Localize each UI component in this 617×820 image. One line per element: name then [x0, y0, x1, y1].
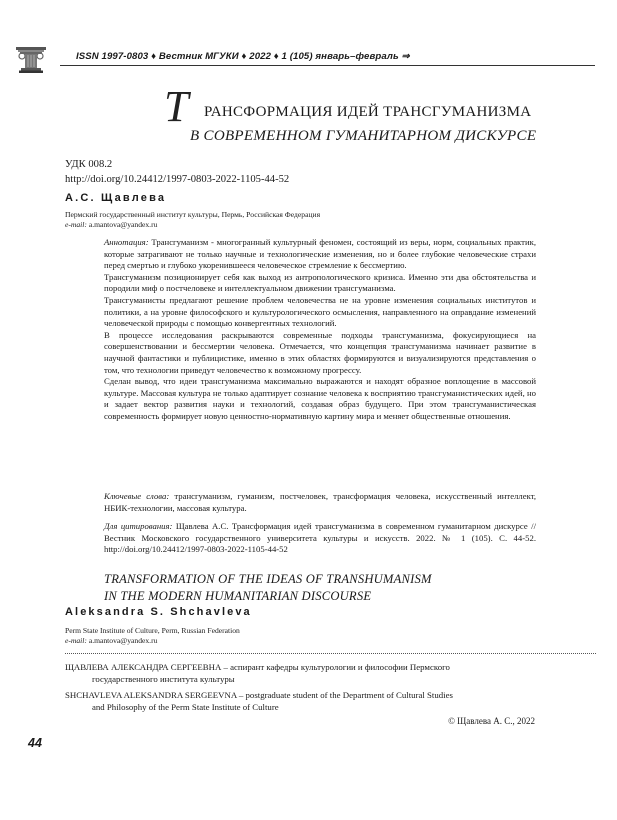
- udk-code: УДК 008.2: [65, 159, 113, 170]
- author-name-en: Aleksandra S. Shchavleva: [65, 606, 252, 618]
- copyright: © Щавлева А. С., 2022: [448, 716, 535, 726]
- journal-logo-icon: [12, 44, 58, 74]
- article-title-en: [104, 571, 432, 604]
- header-rule: [60, 65, 595, 66]
- bio-en-rest: and Philosophy of the Perm State Institute of Culture: [92, 702, 279, 713]
- bio-ru-first-line: ЩАВЛЕВА АЛЕКСАНДРА СЕРГЕЕВНА – аспирант кафедры культурологии и философии Пермского: [65, 662, 450, 672]
- bio-en-first-line: SHCHAVLEVA ALEKSANDRA SERGEEVNA – postgraduate student of the Department of Cultural Studies: [65, 690, 453, 700]
- abstract-paragraph: [104, 237, 536, 272]
- bio-ru-rest: государственного института культуры: [92, 674, 235, 685]
- abstract-paragraph: В процессе исследования раскрываются современные подходы трансгуманизма, фокусирующиеся на совершенствовании и бессмертии человека. Отмечается, что концепция трансгуманизма начинает развитие в научной фантастики и публицистике, именно в этих областях формируются и визуализируются представления о том, что технологии приведут человечество к возможному прогрессу.: [104, 329, 536, 375]
- abstract-paragraph: Сделан вывод, что идеи трансгуманизма максимально выражаются и находят образное воплощение в массовой культуре. Массовая культура не только адаптирует сознание человека к восприятию трансгуманистических идей, но и задает вектор развития науки и технологий, создавая образ будущего. При этом трансгуманистическая современность формирует новую ценностно-нормативную картину мира и меняет общественные отношения.: [104, 376, 536, 421]
- keywords: [104, 491, 536, 514]
- dotted-divider: [65, 653, 596, 654]
- keywords-text: трансгуманизм, гуманизм, постчеловек, трансформация человека, искусственный интеллект, НБИК-технологии, массовая культура.: [104, 491, 537, 513]
- author-name-ru: А.С. Щавлева: [65, 192, 167, 204]
- citation: [104, 521, 536, 556]
- title-drop-cap: Т: [164, 82, 189, 131]
- email-label: e-mail:: [65, 636, 87, 645]
- article-title-en-line-1: TRANSFORMATION OF THE IDEAS OF TRANSHUMANISM: [104, 572, 432, 586]
- abstract-label: Аннотация:: [104, 237, 149, 247]
- article-title-en-line-2: IN THE MODERN HUMANITARIAN DISCOURSE: [104, 588, 372, 603]
- citation-label: Для цитирования:: [104, 521, 173, 531]
- email-en: [65, 636, 157, 645]
- author-bio-en: [65, 689, 585, 714]
- article-title-line-2: В СОВРЕМЕННОМ ГУМАНИТАРНОМ ДИСКУРСЕ: [190, 128, 537, 144]
- abstract: [104, 237, 536, 423]
- email-address[interactable]: a.mantova@yandex.ru: [88, 636, 158, 645]
- email-label: e-mail:: [65, 220, 87, 229]
- affiliation-ru: Пермский государственный институт культуры, Пермь, Российская Федерация: [65, 210, 321, 219]
- abstract-text: Трансгуманизм - многогранный культурный феномен, состоящий из веры, норм, социальных практик, которые затрагивают не только научные и технологические изменения, но и более глубокие человеческие страхи перед смертью и глубоко укоренившееся человеческое стремление к бессмертию.: [104, 237, 536, 271]
- keywords-label: Ключевые слова:: [104, 491, 170, 501]
- email-ru: [65, 220, 157, 229]
- abstract-paragraph: Трансгуманисты предлагают решение проблем человечества не на уровне изменения социальных институтов и политики, а на уровне философского и культурологического осмысления, направленного на оправдание изменений человеческой природы с помощью конвергентных технологий.: [104, 294, 536, 329]
- journal-header: ISSN 1997-0803 ♦ Вестник МГУКИ ♦ 2022 ♦ 1 (105) январь–февраль ⇒: [76, 51, 410, 62]
- affiliation-en: Perm State Institute of Culture, Perm, Russian Federation: [65, 626, 240, 635]
- article-title-line-1: РАНСФОРМАЦИЯ ИДЕЙ ТРАНСГУМАНИЗМА: [204, 104, 532, 120]
- page-number: 44: [28, 736, 42, 750]
- author-bio-ru: [65, 661, 585, 686]
- citation-text: Щавлева А.С. Трансформация идей трансгуманизма в современном гуманитарном дискурсе // Вестник Московского государственного университета культуры и искусств. 2022. № 1 (105). С. 44-52. http://doi.org/10.24412/1997-0803-2022-1105-44-52: [104, 521, 536, 555]
- email-address[interactable]: a.mantova@yandex.ru: [88, 220, 158, 229]
- abstract-paragraph: Трансгуманизм позиционирует себя как выход из антропологического кризиса. Именно эти два обстоятельства и породили миф о постчеловеке и интеллектуальном движении трансгуманизма.: [104, 271, 536, 294]
- doi-link[interactable]: http://doi.org/10.24412/1997-0803-2022-1105-44-52: [65, 174, 290, 185]
